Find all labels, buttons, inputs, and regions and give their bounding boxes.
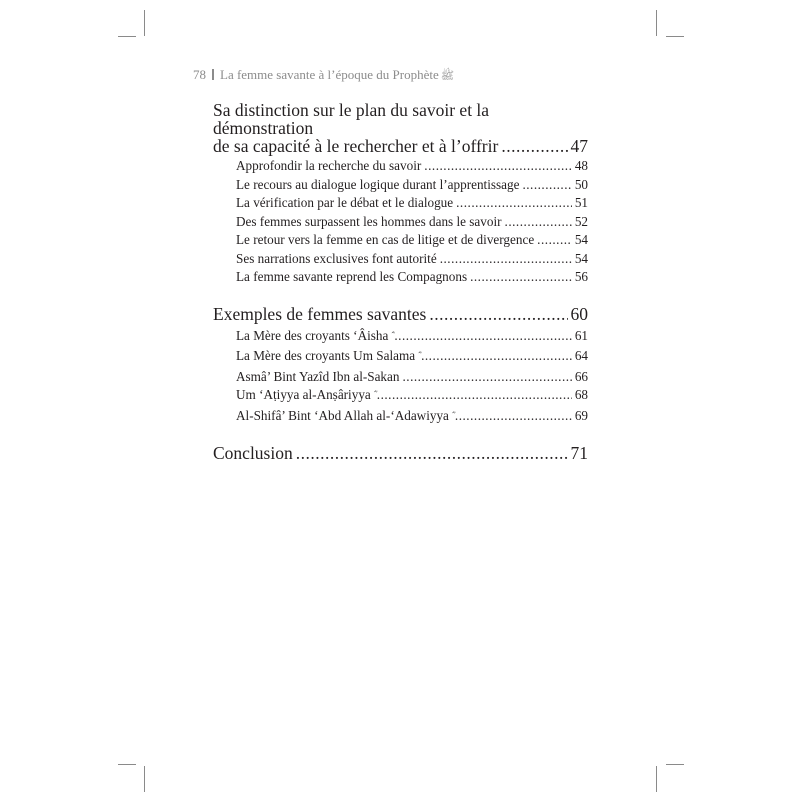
crop-mark bbox=[656, 766, 657, 792]
dot-leader bbox=[421, 347, 572, 366]
toc-page-number: 50 bbox=[574, 176, 588, 192]
toc-subentry bbox=[213, 327, 588, 348]
toc-subentry-text: La Mère des croyants ‘Âisha bbox=[236, 327, 389, 343]
toc-subentry bbox=[213, 176, 588, 195]
toc-subentry-title: Le recours au dialogue logique durant l’apprentissage bbox=[236, 176, 520, 192]
toc-subsection-list bbox=[213, 157, 588, 287]
dot-leader bbox=[377, 386, 572, 405]
crop-mark bbox=[656, 10, 657, 36]
toc-subentry-text: La Mère des croyants Um Salama bbox=[236, 348, 416, 363]
toc-page-number: 56 bbox=[574, 269, 588, 284]
toc-page-number: 52 bbox=[574, 213, 588, 229]
toc-subentry-title bbox=[236, 368, 399, 387]
toc-section bbox=[213, 303, 588, 325]
toc-subentry-title: Des femmes surpassent les hommes dans le savoir bbox=[236, 213, 502, 229]
toc-page-number: 64 bbox=[574, 348, 588, 363]
toc-page-number: 68 bbox=[574, 387, 588, 402]
dot-leader bbox=[505, 213, 572, 232]
toc-section bbox=[213, 101, 588, 155]
toc-subentry-text: Al-Shifâ’ Bint ‘Abd Allah al-‘Adawiyya bbox=[236, 407, 449, 423]
toc-page-number: 51 bbox=[574, 195, 588, 210]
toc-subentry-title bbox=[236, 386, 374, 407]
toc-subentry bbox=[213, 347, 588, 368]
toc-subentry bbox=[213, 368, 588, 387]
crop-mark bbox=[118, 36, 136, 37]
toc-subentry-title: Ses narrations exclusives font autorité bbox=[236, 250, 437, 266]
toc-page-number: 54 bbox=[574, 250, 588, 266]
toc-subentry-text: Asmâ’ Bint Yazîd Ibn al-Sakan bbox=[236, 368, 400, 384]
toc-subentry bbox=[213, 386, 588, 407]
crop-mark bbox=[144, 766, 145, 792]
page-number: 78 bbox=[193, 67, 206, 82]
toc-subentry-title bbox=[236, 347, 418, 368]
crop-mark bbox=[666, 764, 684, 765]
crop-mark bbox=[144, 10, 145, 36]
honorific-glyph: ﷺ bbox=[440, 70, 455, 82]
dot-leader bbox=[456, 194, 572, 213]
book-title: La femme savante à l’époque du Prophète bbox=[220, 67, 439, 82]
toc-page-number: 69 bbox=[574, 407, 588, 423]
dot-leader bbox=[522, 176, 571, 195]
toc-page-number: 47 bbox=[570, 136, 588, 156]
running-head bbox=[193, 67, 454, 85]
dot-leader bbox=[455, 407, 572, 426]
toc-section-title-line: Sa distinction sur le plan du savoir et la démonstration bbox=[213, 100, 490, 138]
dot-leader bbox=[440, 250, 572, 269]
toc-page-number: 48 bbox=[574, 158, 588, 173]
dot-leader bbox=[537, 231, 572, 250]
toc-section bbox=[213, 442, 588, 464]
toc-page-number: 54 bbox=[574, 232, 588, 247]
dot-leader bbox=[402, 368, 571, 387]
crop-mark bbox=[666, 36, 684, 37]
table-of-contents bbox=[213, 101, 588, 464]
dot-leader bbox=[394, 327, 571, 346]
toc-subsection-list bbox=[213, 327, 588, 428]
toc-subentry-title: La vérification par le débat et le dialogue bbox=[236, 195, 454, 210]
toc-entry bbox=[213, 137, 588, 155]
toc-page-number: 71 bbox=[570, 443, 588, 463]
dot-leader bbox=[429, 303, 567, 325]
dot-leader bbox=[470, 268, 572, 287]
toc-subentry bbox=[213, 268, 588, 287]
separator-bar bbox=[212, 69, 214, 80]
toc-subentry bbox=[213, 407, 588, 428]
toc-subentry bbox=[213, 250, 588, 269]
toc-page-number: 60 bbox=[570, 303, 588, 324]
crop-mark bbox=[118, 764, 136, 765]
toc-subentry-title bbox=[236, 407, 452, 428]
toc-section-title: Exemples de femmes savantes bbox=[213, 303, 427, 324]
toc-subentry-title: Approfondir la recherche du savoir bbox=[236, 158, 422, 173]
dot-leader bbox=[424, 157, 572, 176]
toc-subentry bbox=[213, 194, 588, 213]
toc-page-number: 61 bbox=[574, 327, 588, 343]
toc-subentry-title: La femme savante reprend les Compagnons bbox=[236, 269, 468, 284]
toc-section-title: Conclusion bbox=[213, 443, 293, 463]
toc-subentry-title bbox=[236, 327, 391, 348]
dot-leader bbox=[296, 442, 568, 464]
toc-page-number: 66 bbox=[574, 368, 588, 384]
toc-subentry-text: Um ‘Aṭiyya al-Anṣâriyya bbox=[236, 387, 371, 402]
toc-subentry bbox=[213, 157, 588, 176]
toc-subentry bbox=[213, 213, 588, 232]
dot-leader bbox=[501, 137, 567, 155]
toc-subentry-title: Le retour vers la femme en cas de litige et de divergence bbox=[236, 232, 535, 247]
toc-section-title-line: de sa capacité à le rechercher et à l’offrir bbox=[213, 136, 499, 156]
toc-subentry bbox=[213, 231, 588, 250]
